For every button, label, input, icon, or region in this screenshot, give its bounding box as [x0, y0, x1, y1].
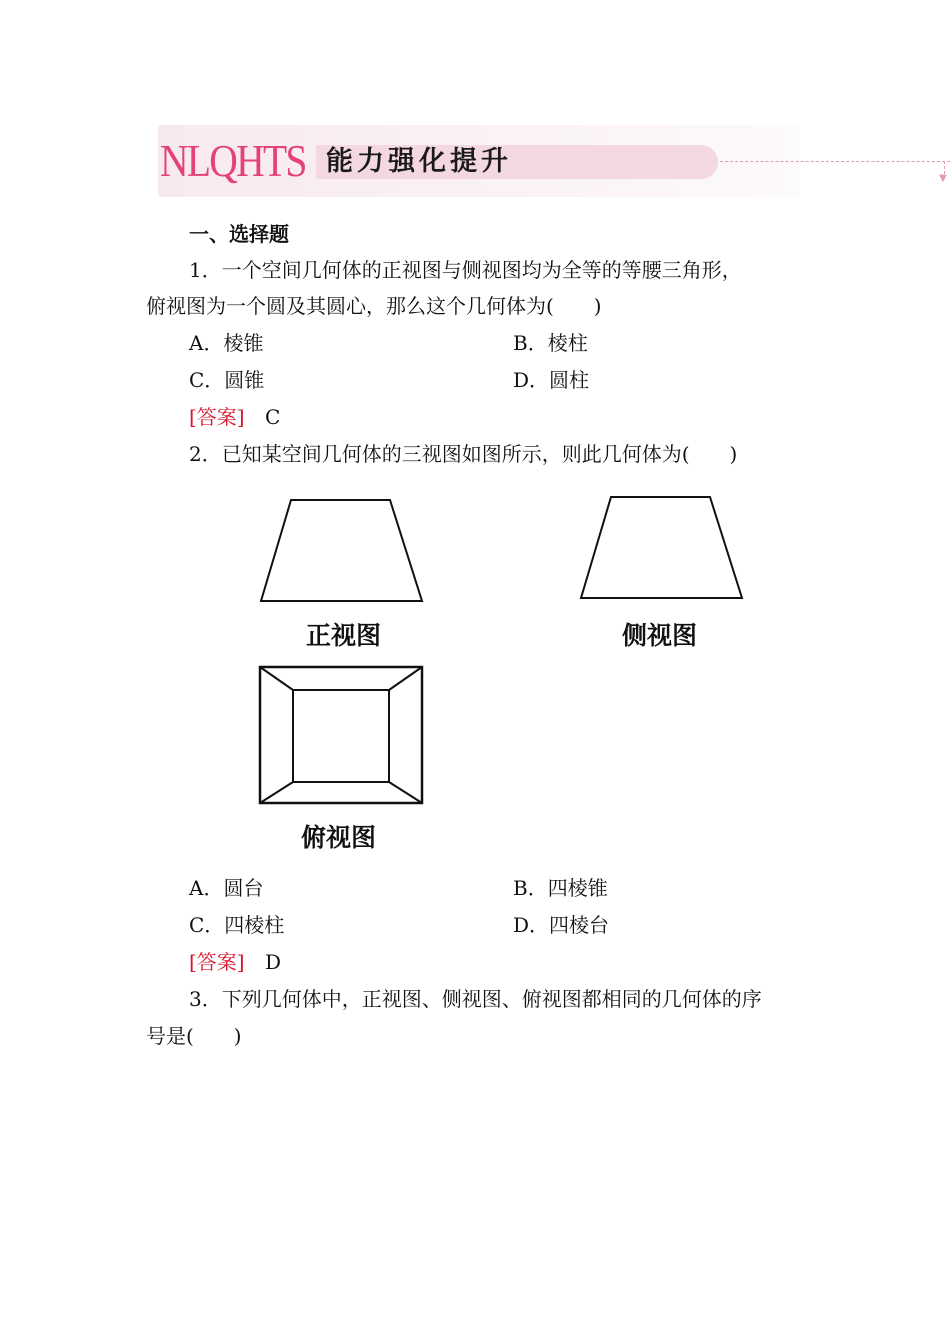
- top-view-edge-br: [389, 782, 422, 803]
- q1-answer-value: C: [264, 405, 281, 429]
- q1-answer-tag: [答案]: [189, 405, 245, 429]
- top-view-edge-tr: [389, 667, 422, 690]
- top-view-edge-tl: [260, 667, 293, 690]
- q1-option-b: B．棱柱: [513, 331, 588, 355]
- q1-answer: [189, 403, 280, 431]
- q2-stem-line1: 2．已知某空间几何体的三视图如图所示，则此几何体为( ): [189, 442, 738, 466]
- front-view-trapezoid: [261, 500, 422, 601]
- side-view-trapezoid: [581, 497, 742, 598]
- top-view-inner-square: [293, 690, 389, 782]
- banner-dashed-line: [720, 161, 950, 162]
- q3-stem-line1: 3．下列几何体中，正视图、侧视图、俯视图都相同的几何体的序: [189, 987, 762, 1011]
- top-view-edge-bl: [260, 782, 293, 803]
- q1-option-a: A．棱锥: [189, 331, 264, 355]
- section-heading: 一、选择题: [189, 222, 289, 246]
- q2-option-c: C．四棱柱: [189, 913, 285, 937]
- banner-arrow-icon: ▼: [939, 173, 947, 184]
- front-view-label: 正视图: [306, 621, 382, 650]
- top-view-figure: [255, 662, 427, 808]
- front-view-figure: [255, 495, 430, 607]
- q3-stem-line2: 号是( ): [146, 1024, 242, 1048]
- banner-title: 能力强化提升: [326, 146, 512, 177]
- banner-code: NLQHTS: [160, 135, 306, 186]
- q2-option-b: B．四棱锥: [513, 876, 608, 900]
- q2-answer-value: D: [264, 950, 282, 974]
- section-banner: [158, 125, 947, 197]
- q1-stem-line2: 俯视图为一个圆及其圆心，那么这个几何体为( ): [146, 294, 602, 318]
- q2-answer: [189, 948, 281, 976]
- q2-option-d: D．四棱台: [513, 913, 610, 937]
- q1-option-d: D．圆柱: [513, 368, 590, 392]
- top-view-label: 俯视图: [301, 823, 377, 852]
- side-view-label: 侧视图: [622, 621, 698, 650]
- side-view-figure: [575, 492, 750, 604]
- q2-option-a: A．圆台: [189, 876, 264, 900]
- q2-answer-tag: [答案]: [189, 950, 245, 974]
- q1-stem-line1: 1．一个空间几何体的正视图与侧视图均为全等的等腰三角形，: [189, 258, 742, 282]
- q1-option-c: C．圆锥: [189, 368, 265, 392]
